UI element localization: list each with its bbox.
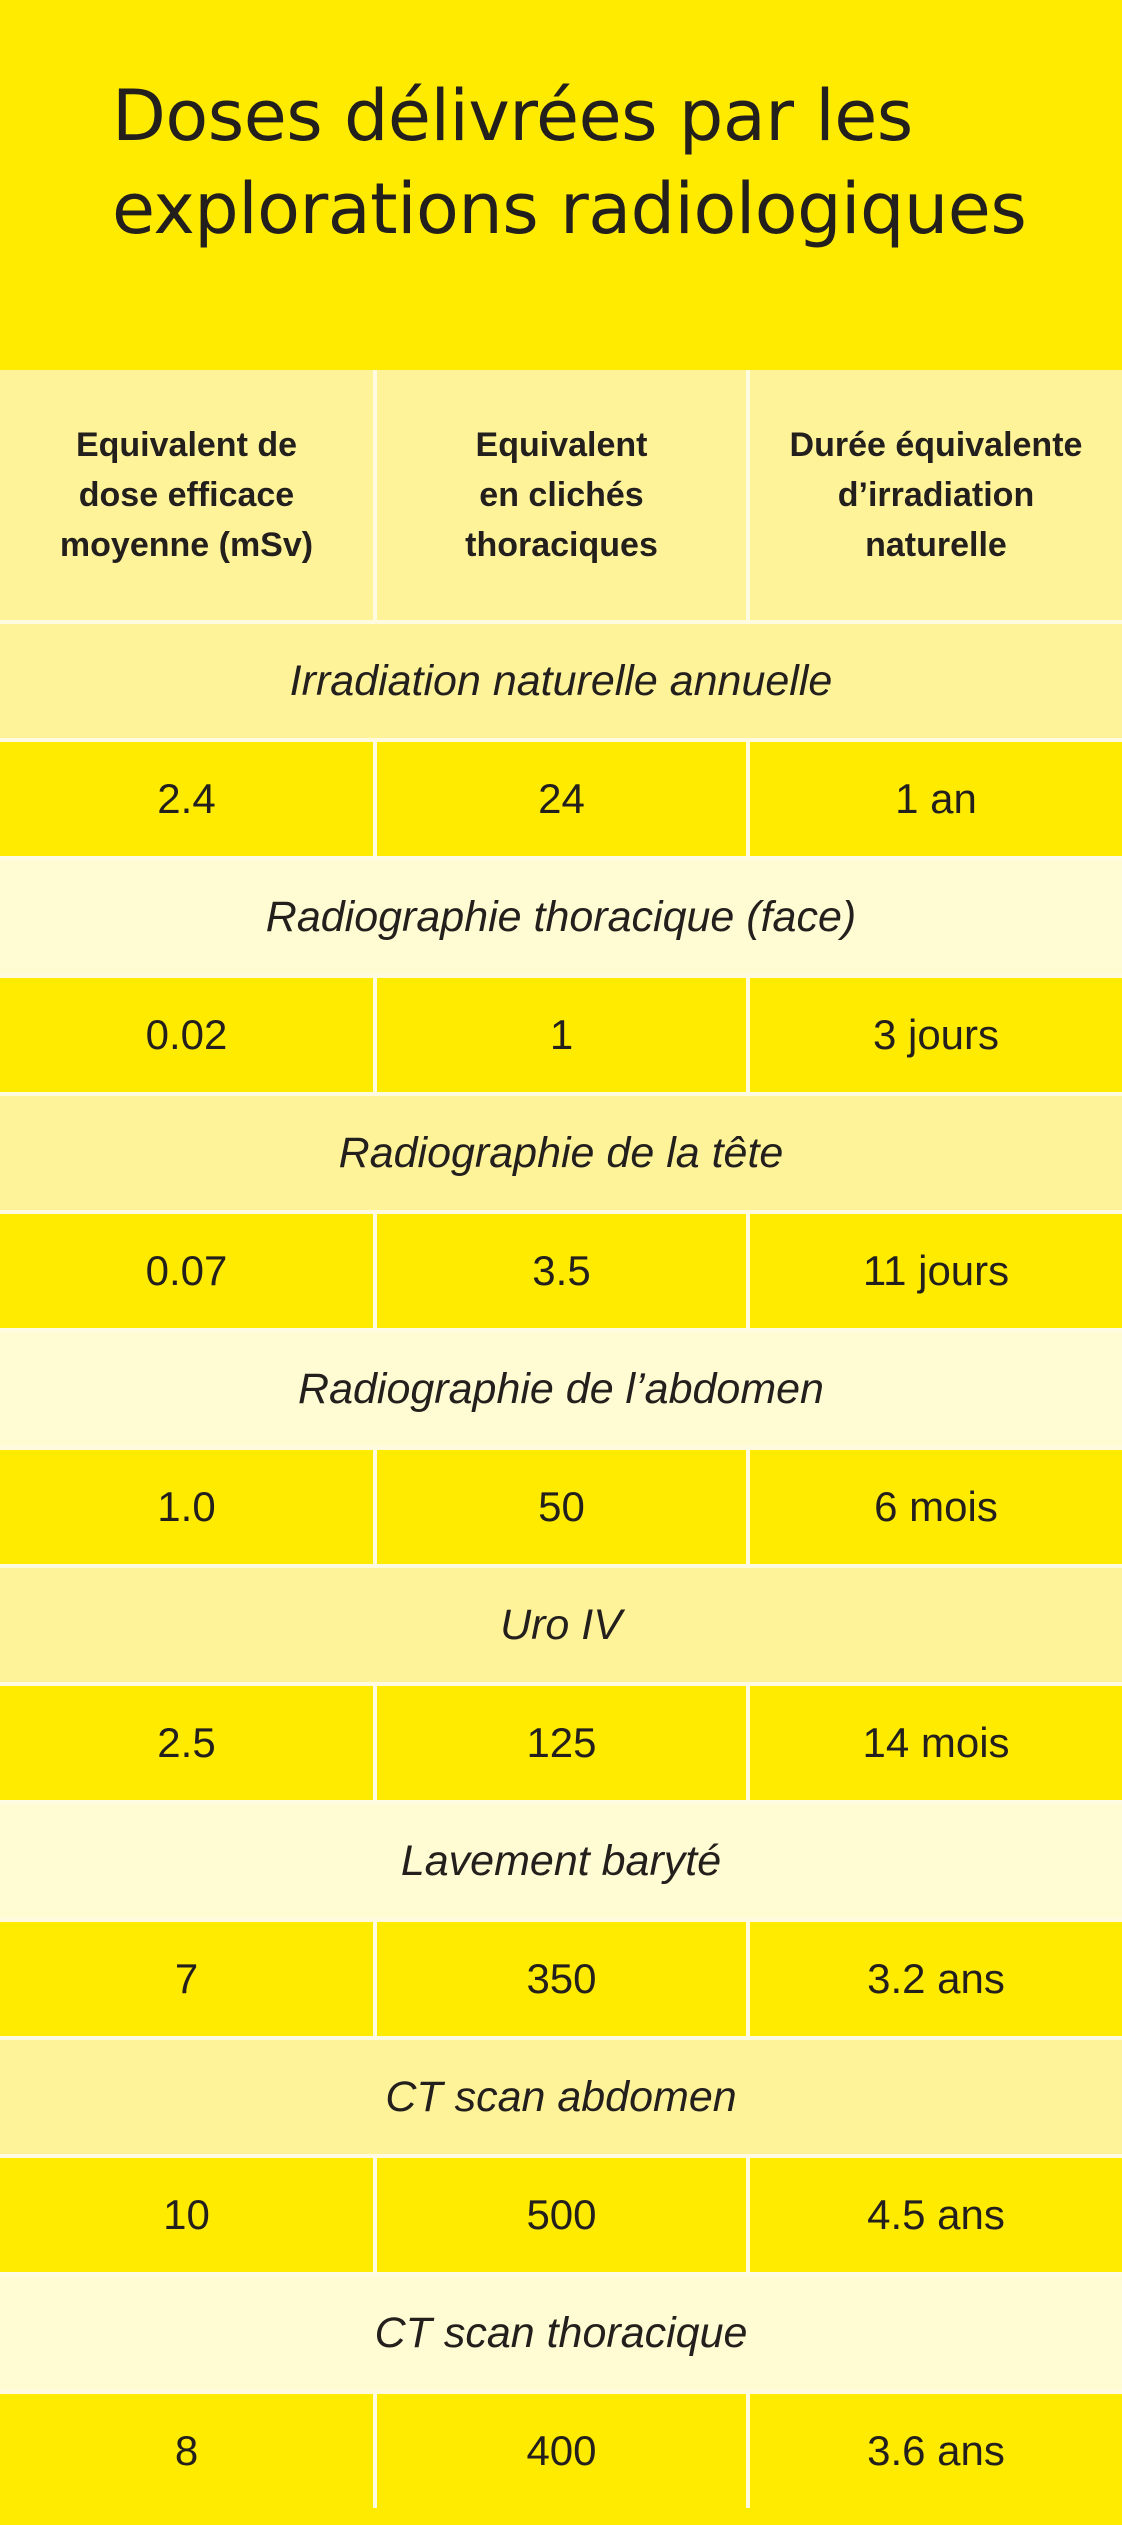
- exam-label: Lavement baryté: [400, 1836, 722, 1885]
- table-body: [0, 620, 1122, 2508]
- chest-xray-equivalent-cell: 400: [373, 2394, 746, 2508]
- natural-irradiation-duration-cell: 3.6 ans: [746, 2394, 1122, 2508]
- natural-irradiation-duration-cell: 1 an: [746, 742, 1122, 856]
- header: [0, 0, 1122, 370]
- exam-section-row: [0, 1564, 1122, 1682]
- table-row: [0, 1918, 1122, 2036]
- exam-label: Radiographie de l’abdomen: [298, 1364, 824, 1413]
- column-header-chest-xray-equivalent: Equivalent en clichés thoraciques: [373, 370, 746, 620]
- dose-msv-cell: 0.07: [145, 1247, 228, 1294]
- exam-label: Irradiation naturelle annuelle: [289, 656, 833, 705]
- table-header-row: [0, 370, 1122, 620]
- dose-msv-cell: 1.0: [157, 1483, 216, 1530]
- dose-msv-cell: 8: [174, 2427, 199, 2474]
- column-header-dose: Equivalent de dose efficace moyenne (mSv): [59, 426, 314, 564]
- table-row: [0, 1682, 1122, 1800]
- natural-irradiation-duration-cell: 3 jours: [746, 978, 1122, 1092]
- natural-irradiation-duration-cell: 6 mois: [746, 1450, 1122, 1564]
- exam-section-row: [0, 1092, 1122, 1210]
- table-row: [0, 2154, 1122, 2272]
- natural-irradiation-duration-cell: 3.2 ans: [746, 1922, 1122, 2036]
- table-row: [0, 738, 1122, 856]
- dose-msv-cell: 2.5: [157, 1719, 216, 1766]
- exam-label: Uro IV: [500, 1600, 622, 1649]
- exam-label: CT scan thoracique: [374, 2308, 748, 2357]
- exam-label: Radiographie de la tête: [338, 1128, 784, 1177]
- exam-section-row: [0, 1328, 1122, 1446]
- table-row: [0, 1210, 1122, 1328]
- dose-msv-cell: 10: [163, 2191, 210, 2238]
- chest-xray-equivalent-cell: 350: [373, 1922, 746, 2036]
- table-row: [0, 1446, 1122, 1564]
- exam-section-row: [0, 2272, 1122, 2390]
- title-line-1: Doses délivrées par les: [112, 75, 913, 157]
- exam-section-row: [0, 856, 1122, 974]
- natural-irradiation-duration-cell: 14 mois: [746, 1686, 1122, 1800]
- exam-section-row: [0, 2036, 1122, 2154]
- column-header-natural-irradiation: Durée équivalente d’irradiation naturelle: [746, 370, 1122, 620]
- dose-msv-cell: 2.4: [157, 775, 216, 822]
- exam-section-row: [0, 1800, 1122, 1918]
- title-line-2: explorations radiologiques: [112, 168, 1027, 250]
- table-row: [0, 974, 1122, 1092]
- table-row: [0, 2390, 1122, 2508]
- exam-label: CT scan abdomen: [385, 2072, 737, 2121]
- chest-xray-equivalent-cell: 125: [373, 1686, 746, 1800]
- dose-table: [0, 370, 1122, 2508]
- exam-section-row: [0, 620, 1122, 738]
- chest-xray-equivalent-cell: 3.5: [373, 1214, 746, 1328]
- page-title: [112, 70, 1112, 256]
- chest-xray-equivalent-cell: 500: [373, 2158, 746, 2272]
- exam-label: Radiographie thoracique (face): [265, 892, 857, 941]
- dose-msv-cell: 0.02: [145, 1011, 228, 1058]
- chest-xray-equivalent-cell: 1: [373, 978, 746, 1092]
- natural-irradiation-duration-cell: 11 jours: [746, 1214, 1122, 1328]
- dose-msv-cell: 7: [174, 1955, 199, 2002]
- chest-xray-equivalent-cell: 50: [373, 1450, 746, 1564]
- natural-irradiation-duration-cell: 4.5 ans: [746, 2158, 1122, 2272]
- chest-xray-equivalent-cell: 24: [373, 742, 746, 856]
